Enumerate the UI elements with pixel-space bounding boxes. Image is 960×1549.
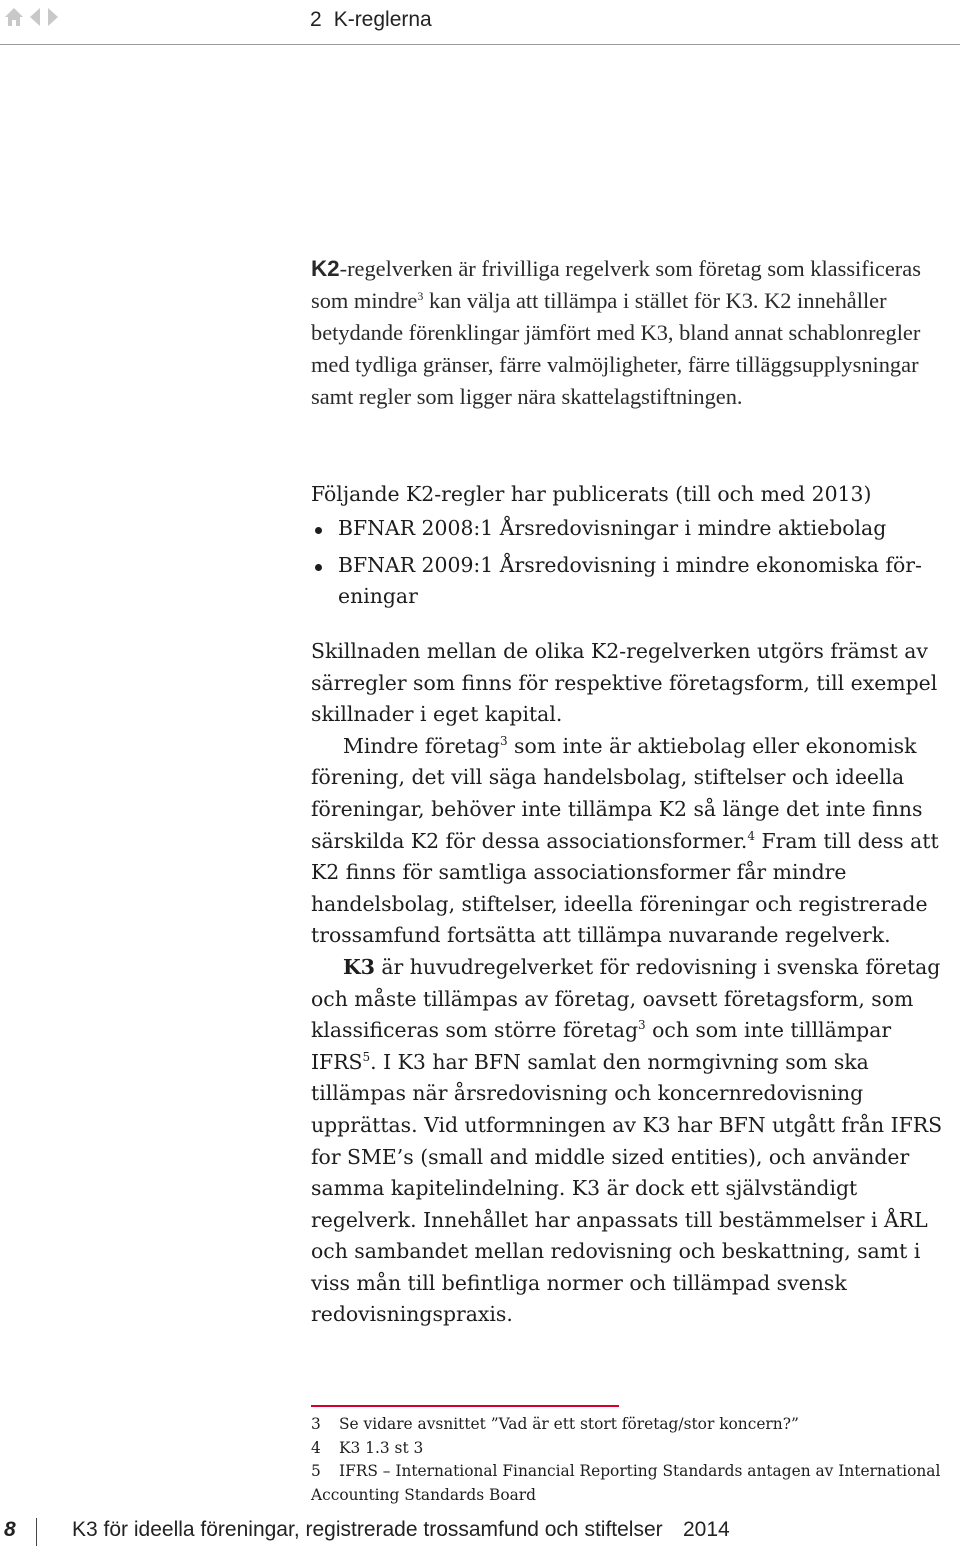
footnote-ref: 3 — [638, 1018, 646, 1033]
footnote: 5 IFRS – International Financial Reporting Standards antagen av International Accounting Standards Board — [311, 1462, 941, 1504]
header-divider — [0, 44, 960, 45]
k2-rules-list — [311, 513, 959, 613]
footnote-ref: 3 — [499, 733, 508, 748]
intro-paragraph: K2-regelverken är frivilliga regelverk som företag som klassificeras som mindre$^3$ kan välja att tillämpa i stället för K3. K2 innehåller betydande förenklingar jämfört med K3, bland annat schablonregler med tydliga gränser, färre valmöjligheter, färre tilläggsupplysningar samt regler som ligger nära skattelagstiftningen. — [311, 256, 921, 409]
chapter-title: K-reglerna — [333, 8, 432, 31]
back-arrow-icon[interactable] — [28, 6, 42, 28]
footer-year: 2014 — [683, 1518, 730, 1541]
forward-arrow-icon[interactable] — [46, 6, 60, 28]
footnote-ref: 5 — [362, 1049, 371, 1064]
list-intro: Följande K2-regler har publicerats (till och med 2013) — [311, 482, 872, 506]
navigation-bar — [4, 4, 60, 30]
footnote-ref: 3 — [417, 289, 424, 303]
footer-divider — [36, 1518, 37, 1546]
footnote: 3 Se vidare avsnittet ”Vad är ett stort företag/stor koncern?” — [311, 1415, 799, 1433]
body-text — [311, 636, 959, 1331]
footnote-divider — [311, 1405, 619, 1407]
chapter-header — [310, 8, 432, 32]
home-icon[interactable] — [4, 6, 24, 28]
list-item: BFNAR 2009:1 Årsredovisning i mindre ekonomiska föreningar — [311, 550, 959, 613]
paragraph-k3: K3 är huvudregelverket för redovisning i svenska företag och måste tillämpas av företag, oavsett företagsform, som klassificeras som större företag$^3$ och som inte tilllämpar IFRS$^5$. I K3 har BFN samlat den normgivning som ska tillämpas när årsredovisning och koncernredovisning upprättas. Vid utformningen av K3 har BFN utgått från IFRS for SME’s (small and middle sized entities), och använder samma kapitelindelning. K3 är dock ett självständigt regelverk. Innehållet har anpassats till bestämmelser i ÅRL och sambandet mellan redovisning och beskattning, samt i viss mån till befintliga normer och tillämpad svensk redovisningspraxis. — [311, 954, 943, 1327]
page-number: 8 — [4, 1518, 16, 1541]
chapter-number: 2 — [310, 8, 322, 31]
paragraph-differences: Skillnaden mellan de olika K2-regelverken utgörs främst av särregler som finns för respektive företagsform, till exempel skillnader i eget kapital. — [311, 639, 938, 727]
list-item: BFNAR 2008:1 Årsredovisningar i mindre aktiebolag — [311, 513, 959, 545]
term-k3: K3 — [343, 954, 375, 979]
page-footer — [0, 1518, 960, 1546]
paragraph-smaller-companies: Mindre företag$^3$ som inte är aktiebolag eller ekonomisk förening, det vill säga handelsbolag, stiftelser och ideella föreningar, behöver inte tillämpa K2 så länge det inte finns särskilda K2 för dessa associationsformer.$^4$ Fram till dess att K2 finns för samtliga associationsformer får mindre handelsbolag, stiftelser, ideella föreningar och registrerade trossamfund fortsätta att tillämpa nuvarande regelverk. — [311, 733, 939, 948]
footnote-ref: 4 — [747, 828, 755, 843]
footnote: 4 K3 1.3 st 3 — [311, 1438, 424, 1457]
footer-title: K3 för ideella föreningar, registrerade trossamfund och stiftelser — [72, 1518, 663, 1541]
term-k2: K2 — [311, 256, 340, 281]
footnotes — [311, 1413, 951, 1507]
